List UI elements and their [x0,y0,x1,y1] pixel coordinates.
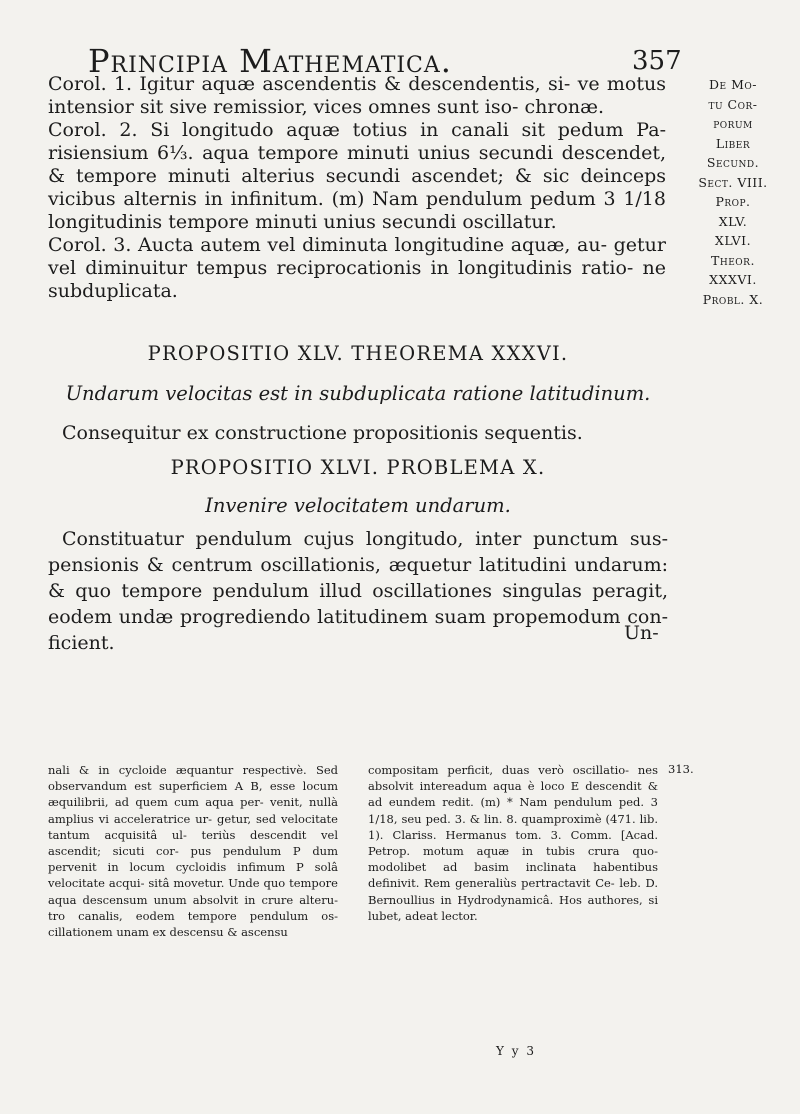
signature-mark: Y y 3 [496,1044,536,1058]
margin-note-line: XXXVI. [709,272,757,287]
margin-note-line: Probl. X. [702,291,764,307]
proposition-46-heading: PROPOSITIO XLVI. PROBLEMA X. [170,456,546,479]
margin-note-line: XLV. [718,213,748,229]
margin-note [668,75,798,309]
corollary-3: Corol. 3. Aucta autem vel diminuta longitudine aquæ, au- getur vel diminuitur tempus reciprocationis in longitudinis ratio- ne subduplicata. [48,234,666,302]
proposition-45-heading: PROPOSITIO XLV. THEOREMA XXXVI. [147,342,569,365]
margin-note-line: Sect. VIII. [698,174,768,190]
footnote-right-text: compositam perficit, duas verò oscillatio- nes absolvit intereadum aqua è loco E descendit & ad eundem redit. (m) * Nam pendulum ped. 3 1/18, seu ped. 3. & lin. 8. quamproximè (471. lib. 1). Clariss. Hermanus tom. 3. Comm. [Acad. Petrop. motum aquæ in tubis crura quo- modolibet ad basim inclinata habentibus definivit. Rem generaliùs pertractavit Ce- leb. D. Bernoullius in Hydrodynamicâ. Hos authores, si lubet, adeat lector. [368,763,658,923]
margin-note-line: XLVI. [714,233,752,248]
corollaries [48,73,666,303]
footnote-left-text: nali & in cycloide æquantur respectivè. Sed observandum est superficiem A B, esse locum æquilibrii, ad quem cum aqua per- venit, nullà amplius vi acceleratrice ur- getur, sed velocitate tantum acquisitâ ul- teriùs descendit vel ascendit; sicuti cor- pus pendulum P dum pervenit in locum cycloidis infimum P solâ velocitate acqui- sitâ movetur. Unde quo tempore aqua descensum unum absolvit in crure alteru- tro canalis, eodem tempore pendulum os- cillationem unam ex descensu & ascensu [48,763,338,940]
footnote-right-column [368,762,658,924]
proposition-46-paragraph: Constituatur pendulum cujus longitudo, inter punctum sus- pensionis & centrum oscillationis, æquetur latitudini undarum: & quo tempore pendulum illud oscillationes singulas peragit, eodem undæ progrediendo latitudinem suam propemodum con- ficient. [48,528,668,654]
margin-note-line: Liber [715,135,751,151]
footnote-side-number: 313. [668,762,694,776]
page-number: 357 [632,46,682,76]
proposition-45-paragraph: Consequitur ex constructione propositionis sequentis. [62,422,583,444]
proposition-45-statement: Undarum velocitas est in subduplicata ratione latitudinum. [65,382,651,405]
margin-note-line: De Mo- [709,77,757,92]
margin-note-line: Theor. [711,252,755,268]
running-title: Principia Mathematica. [88,42,452,80]
footnote-left-column [48,762,338,940]
corollary-1: Corol. 1. Igitur aquæ ascendentis & descendentis, si- ve motus intensior sit sive remissior, vices omnes sunt iso- chronæ. [48,73,666,118]
margin-note-line: Secund. [706,155,760,170]
margin-note-line: porum [713,116,753,131]
proposition-46-text [48,526,668,656]
margin-note-line: tu Cor- [708,96,758,112]
margin-note-line: Prop. [715,194,751,209]
proposition-45-text [48,420,668,446]
corollary-2: Corol. 2. Si longitudo aquæ totius in canali sit pedum Pa- risiensium 6⅓. aqua tempore minuti unius secundi descendet, & tempore minuti alterius secundi ascendet; & sic deinceps vicibus alternis in infinitum. (m) Nam pendulum pedum 3 1/18 longitudinis tempore minuti unius secundi oscillatur. [48,119,666,233]
catchword: Un- [624,622,659,644]
proposition-46-statement: Invenire velocitatem undarum. [205,494,511,517]
